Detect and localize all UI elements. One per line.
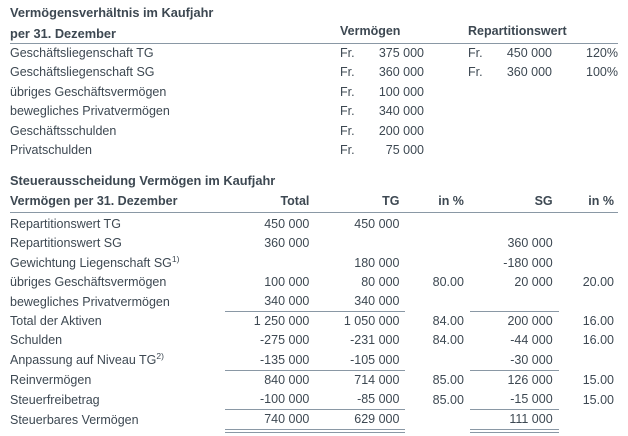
section1-title-line2: per 31. Dezember	[10, 22, 340, 43]
amount: 360 000	[506, 65, 552, 79]
row-tg-pct: 85.00	[432, 392, 464, 407]
table-row	[10, 351, 618, 371]
row-label: Steuerbares Vermögen	[10, 412, 139, 427]
row-tg-pct	[405, 254, 469, 273]
row-total: -135 000	[225, 351, 315, 371]
col-header-tg-pct: in %	[405, 192, 469, 213]
row-sg: 111 000	[470, 410, 559, 430]
row-total: 1 250 000	[253, 314, 310, 329]
row-repartitionswert	[468, 102, 578, 122]
table-row	[10, 390, 618, 410]
row-pct: 120%	[586, 45, 618, 60]
row-tg: -105 000	[315, 351, 405, 371]
table-row	[10, 331, 618, 350]
row-tg-pct	[405, 213, 469, 235]
col-header-vermoegen: Vermögen	[340, 22, 468, 43]
row-tg-pct: 80.00	[432, 274, 464, 289]
row-total: -100 000	[225, 390, 315, 410]
row-tg: 180 000	[354, 255, 400, 270]
table-row	[10, 43, 618, 63]
row-tg: 714 000	[354, 372, 400, 387]
row-repartitionswert	[468, 43, 578, 63]
section-steuerausscheidung	[10, 172, 618, 430]
row-tg-pct	[405, 234, 469, 253]
row-repartitionswert	[468, 122, 578, 142]
amount: 100 000	[378, 84, 424, 99]
table-row	[10, 213, 618, 235]
section-vermoegensverhaeltnis	[10, 4, 618, 161]
currency-label: Fr.	[340, 123, 355, 138]
row-total: 360 000	[264, 236, 310, 251]
row-sg	[470, 292, 559, 312]
amount: 340 000	[378, 104, 424, 118]
row-tg: -231 000	[350, 333, 400, 348]
row-label	[10, 254, 225, 273]
row-vermoegen	[340, 102, 468, 122]
row-label-text: Gewichtung Liegenschaft SG	[10, 255, 172, 270]
col-header-repartitionswert: Repartitionswert	[468, 22, 578, 43]
section2-title: Steuerausscheidung Vermögen im Kaufjahr	[10, 173, 276, 188]
col-header-label: Vermögen per 31. Dezember	[10, 192, 225, 213]
row-label-text: Anpassung auf Niveau TG	[10, 353, 157, 368]
row-pct	[578, 141, 618, 161]
row-sg-pct: 15.00	[582, 372, 614, 387]
row-pct	[578, 122, 618, 142]
row-repartitionswert	[468, 83, 578, 103]
table-row	[10, 273, 618, 292]
row-tg: 1 050 000	[343, 314, 400, 329]
row-total	[225, 254, 315, 273]
col-header-sg-pct: in %	[559, 192, 618, 213]
row-label: Steuerfreibetrag	[10, 392, 100, 407]
row-sg-pct	[559, 254, 618, 273]
row-sg-pct: 16.00	[582, 333, 614, 348]
section2-table	[10, 192, 618, 430]
table-row	[10, 63, 618, 83]
row-pct	[578, 83, 618, 103]
row-vermoegen	[340, 141, 468, 161]
table-row	[10, 410, 618, 430]
row-label: Repartitionswert SG	[10, 236, 122, 251]
currency-label: Fr.	[468, 65, 483, 79]
footnote-marker: 2)	[156, 350, 164, 361]
row-label	[10, 351, 225, 371]
row-tg-pct: 84.00	[432, 314, 464, 329]
section1-table	[10, 22, 618, 161]
row-tg	[315, 234, 405, 253]
row-label: Geschäftsschulden	[10, 123, 117, 138]
row-tg: 80 000	[361, 274, 400, 289]
table-row	[10, 102, 618, 122]
amount: 360 000	[378, 65, 424, 79]
amount: 200 000	[378, 123, 424, 138]
currency-label: Fr.	[468, 45, 483, 60]
row-label: Repartitionswert TG	[10, 217, 121, 232]
row-label: übriges Geschäftsvermögen	[10, 274, 167, 289]
amount: 375 000	[378, 45, 424, 60]
row-sg: 20 000	[514, 274, 553, 289]
row-sg	[470, 213, 559, 235]
row-sg-pct	[559, 213, 618, 235]
currency-label: Fr.	[340, 45, 355, 60]
row-tg-pct	[405, 410, 469, 430]
row-label: Reinvermögen	[10, 372, 92, 387]
col-header-tg: TG	[315, 192, 405, 213]
row-tg-pct: 84.00	[432, 333, 464, 348]
row-label: Total der Aktiven	[10, 314, 102, 329]
amount: 450 000	[506, 45, 552, 60]
row-total: 450 000	[264, 217, 310, 232]
col-header-total: Total	[225, 192, 315, 213]
table-row	[10, 122, 618, 142]
amount: 75 000	[385, 143, 424, 157]
row-pct	[578, 102, 618, 122]
row-vermoegen	[340, 43, 468, 63]
row-vermoegen	[340, 83, 468, 103]
row-sg-pct	[559, 410, 618, 430]
row-sg-pct	[559, 234, 618, 253]
row-sg: -44 000	[510, 333, 553, 348]
row-total: 100 000	[264, 274, 310, 289]
row-sg-pct: 16.00	[582, 314, 614, 329]
row-vermoegen	[340, 63, 468, 83]
row-sg: 126 000	[507, 372, 553, 387]
table-row	[10, 254, 618, 273]
table-row	[10, 141, 618, 161]
row-label: Geschäftsliegenschaft TG	[10, 45, 154, 60]
table-row	[10, 234, 618, 253]
section2-header-row	[10, 192, 618, 213]
row-sg: -30 000	[470, 351, 559, 371]
row-label: Privatschulden	[10, 143, 92, 157]
section1-title-line1: Vermögensverhältnis im Kaufjahr	[10, 5, 214, 20]
row-tg: 340 000	[315, 292, 405, 312]
row-repartitionswert	[468, 141, 578, 161]
row-sg: -15 000	[470, 390, 559, 410]
row-vermoegen	[340, 122, 468, 142]
row-label: übriges Geschäftsvermögen	[10, 84, 167, 99]
row-sg-pct	[559, 351, 618, 371]
currency-label: Fr.	[340, 104, 355, 118]
row-label: bewegliches Privatvermögen	[10, 294, 170, 309]
row-pct: 100%	[586, 65, 618, 79]
row-sg: 200 000	[507, 314, 553, 329]
row-tg-pct	[405, 292, 469, 312]
currency-label: Fr.	[340, 65, 355, 79]
row-label: Geschäftsliegenschaft SG	[10, 65, 155, 79]
row-repartitionswert	[468, 63, 578, 83]
currency-label: Fr.	[340, 84, 355, 99]
row-label: Schulden	[10, 333, 63, 348]
col-header-pct	[578, 22, 618, 43]
row-tg: -85 000	[315, 390, 405, 410]
row-sg: 360 000	[507, 236, 553, 251]
table-row	[10, 312, 618, 332]
currency-label: Fr.	[340, 143, 355, 157]
row-total: 340 000	[225, 292, 315, 312]
row-tg-pct	[405, 351, 469, 371]
table-row	[10, 370, 618, 390]
row-sg: -180 000	[503, 255, 553, 270]
row-tg-pct: 85.00	[432, 372, 464, 387]
row-sg-pct	[559, 292, 618, 312]
row-sg-pct: 15.00	[582, 392, 614, 407]
row-tg: 450 000	[354, 217, 400, 232]
table-row	[10, 83, 618, 103]
row-total: 840 000	[264, 372, 310, 387]
table-row	[10, 292, 618, 312]
row-total: 740 000	[225, 410, 315, 430]
footnote-marker: 1)	[171, 253, 180, 264]
row-total: -275 000	[260, 333, 310, 348]
col-header-sg: SG	[470, 192, 559, 213]
row-label: bewegliches Privatvermögen	[10, 104, 170, 118]
row-tg: 629 000	[315, 410, 405, 430]
section1-header-row	[10, 22, 618, 43]
row-sg-pct: 20.00	[582, 274, 614, 289]
